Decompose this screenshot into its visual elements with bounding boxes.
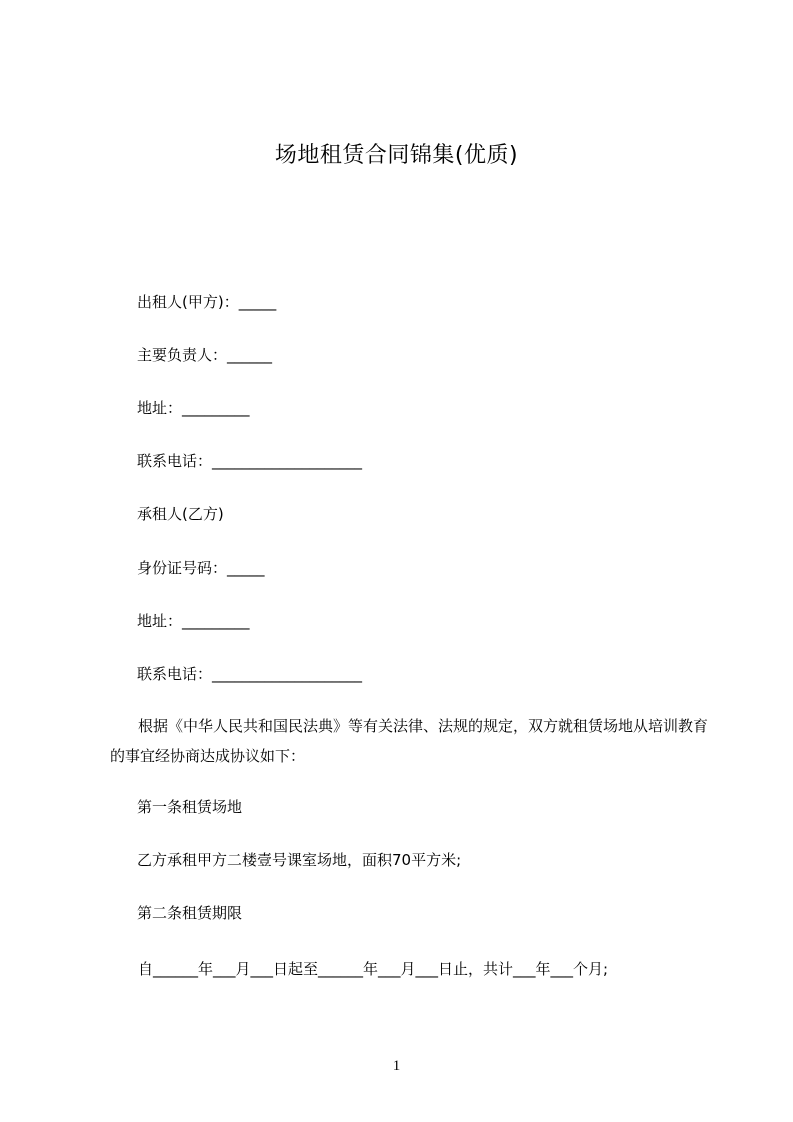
lessor-phone-line: 联系电话：____________________: [137, 452, 363, 470]
lessor-manager-line: 主要负责人：______: [137, 346, 273, 364]
lessor-address-line: 地址：_________: [137, 399, 250, 417]
lessor-line: 出租人(甲方)：_____: [137, 293, 277, 311]
lessee-address-line: 地址：_________: [137, 612, 250, 630]
lessee-line: 承租人(乙方): [137, 505, 224, 523]
article-1-text: 乙方承租甲方二楼壹号课室场地，面积70平方米;: [137, 851, 462, 869]
article-2-text: 自______年___月___日起至______年___月___日止，共计___年___个月;: [138, 960, 609, 978]
article-1-heading: 第一条租赁场地: [137, 798, 243, 816]
article-2-heading: 第二条租赁期限: [137, 904, 243, 922]
page-number: 1: [392, 1058, 401, 1074]
intro-paragraph: 根据《中华人民共和国民法典》等有关法律、法规的规定，双方就租赁场地从培训教育的事宜经协商达成协议如下：: [110, 717, 709, 765]
lessee-id-line: 身份证号码：_____: [137, 559, 265, 577]
document-title: 场地租赁合同锦集(优质): [274, 143, 519, 168]
lessee-phone-line: 联系电话：____________________: [137, 665, 363, 683]
